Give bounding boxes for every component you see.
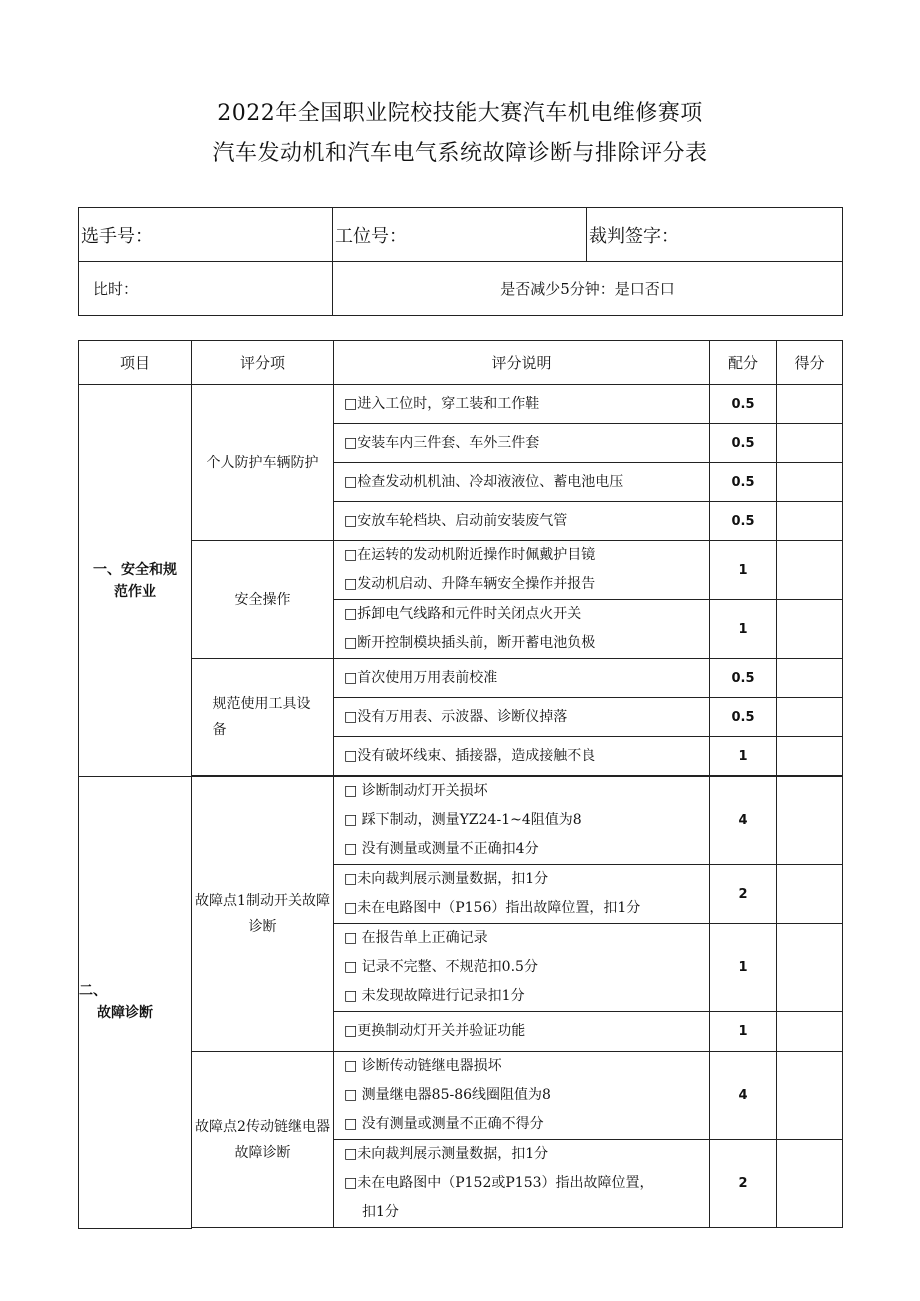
header-description: 评分说明 (334, 341, 710, 385)
points-cell: 1 (710, 600, 777, 659)
criteria-row: □在运转的发动机附近操作时佩戴护目镜 □发动机启动、升降车辆安全操作并报告 (334, 541, 710, 600)
criteria-row: □拆卸电气线路和元件时关闭点火开关 □断开控制模块插头前，断开蓄电池负极 (334, 600, 710, 659)
score-input-cell[interactable] (777, 463, 843, 502)
criteria-row: □未向裁判展示测量数据，扣1分 □未在电路图中（P152或P153）指出故障位置， 扣1分 (334, 1140, 710, 1228)
criteria-row: □进入工位时，穿工装和工作鞋 (334, 385, 710, 424)
info-table (78, 207, 843, 316)
header-score: 得分 (777, 341, 843, 385)
criteria-row: □未向裁判展示测量数据，扣1分 □未在电路图中（P156）指出故障位置，扣1分 (334, 865, 710, 924)
title-line-2: 汽车发动机和汽车电气系统故障诊断与排除评分表 (212, 141, 708, 166)
header-scoring-item: 评分项 (192, 341, 334, 385)
score-table (78, 340, 843, 1229)
category-fault-point-1-label: 故障点1制动开关故障诊断 (195, 893, 330, 935)
category-fault-point-2 (192, 1052, 334, 1228)
points-cell: 2 (710, 1140, 777, 1228)
reduce-time-option[interactable]: 是否减少5分钟：是口否口 (333, 262, 843, 316)
header-points: 配分 (710, 341, 777, 385)
points-cell: 0.5 (710, 698, 777, 737)
criteria-row: □安装车内三件套、车外三件套 (334, 424, 710, 463)
station-no-field[interactable]: 工位号： (333, 208, 587, 262)
points-cell: 1 (710, 1012, 777, 1052)
criteria-row: □首次使用万用表前校准 (334, 659, 710, 698)
points-cell: 0.5 (710, 424, 777, 463)
score-input-cell[interactable] (777, 924, 843, 1012)
criteria-row: □没有万用表、示波器、诊断仪掉落 (334, 698, 710, 737)
criteria-row: □没有破坏线束、插接器，造成接触不良 (334, 737, 710, 776)
score-input-cell[interactable] (777, 737, 843, 776)
criteria-row: □安放车轮档块、启动前安装废气管 (334, 502, 710, 541)
category-tool-usage (192, 659, 334, 776)
score-input-cell[interactable] (777, 1140, 843, 1228)
score-input-cell[interactable] (777, 600, 843, 659)
score-input-cell[interactable] (777, 385, 843, 424)
score-input-cell[interactable] (777, 1052, 843, 1140)
points-cell: 0.5 (710, 463, 777, 502)
score-input-cell[interactable] (777, 1012, 843, 1052)
player-no-field[interactable]: 选手号： (79, 208, 333, 262)
category-fault-point-2-label: 故障点2传动链继电器故障诊断 (195, 1118, 330, 1161)
score-input-cell[interactable] (777, 541, 843, 600)
time-field[interactable]: 比时： (79, 262, 333, 316)
points-cell: 0.5 (710, 502, 777, 541)
score-input-cell[interactable] (777, 424, 843, 463)
points-cell: 1 (710, 924, 777, 1012)
criteria-row: □ 诊断制动灯开关损坏 □ 踩下制动，测量YZ24-1~4阻值为8 □ 没有测量或测量不正确扣4分 (334, 777, 710, 865)
score-input-cell[interactable] (777, 865, 843, 924)
section-fault-diagnosis-title (79, 777, 192, 1229)
category-personal-protection: 个人防护车辆防护 (192, 385, 334, 541)
criteria-row: □ 在报告单上正确记录 □ 记录不完整、不规范扣0.5分 □ 未发现故障进行记录扣1分 (334, 924, 710, 1012)
category-safe-operation: 安全操作 (192, 541, 334, 659)
score-input-cell[interactable] (777, 502, 843, 541)
header-item: 项目 (79, 341, 192, 385)
title-line-1: 2022年全国职业院校技能大赛汽车机电维修赛项 (217, 101, 703, 126)
score-input-cell[interactable] (777, 777, 843, 865)
section-safety-label: 一、安全和规范作业 (93, 561, 177, 600)
category-tool-usage-label: 规范使用工具设备 (212, 696, 311, 738)
score-input-cell[interactable] (777, 659, 843, 698)
criteria-row: □更换制动灯开关并验证功能 (334, 1012, 710, 1052)
points-cell: 4 (710, 777, 777, 865)
points-cell: 1 (710, 541, 777, 600)
points-cell: 0.5 (710, 659, 777, 698)
points-cell: 1 (710, 737, 777, 776)
criteria-row: □检查发动机机油、冷却液液位、蓄电池电压 (334, 463, 710, 502)
section-safety-title (79, 385, 192, 777)
section-fault-label-a: 二、 (79, 983, 107, 1000)
judge-sign-field[interactable]: 裁判签字： (587, 208, 843, 262)
section-fault-label-b: 故障诊断 (97, 1005, 153, 1022)
score-input-cell[interactable] (777, 698, 843, 737)
points-cell: 4 (710, 1052, 777, 1140)
points-cell: 2 (710, 865, 777, 924)
points-cell: 0.5 (710, 385, 777, 424)
category-fault-point-1 (192, 777, 334, 1052)
criteria-row: □ 诊断传动链继电器损坏 □ 测量继电器85-86线圈阻值为8 □ 没有测量或测量不正确不得分 (334, 1052, 710, 1140)
